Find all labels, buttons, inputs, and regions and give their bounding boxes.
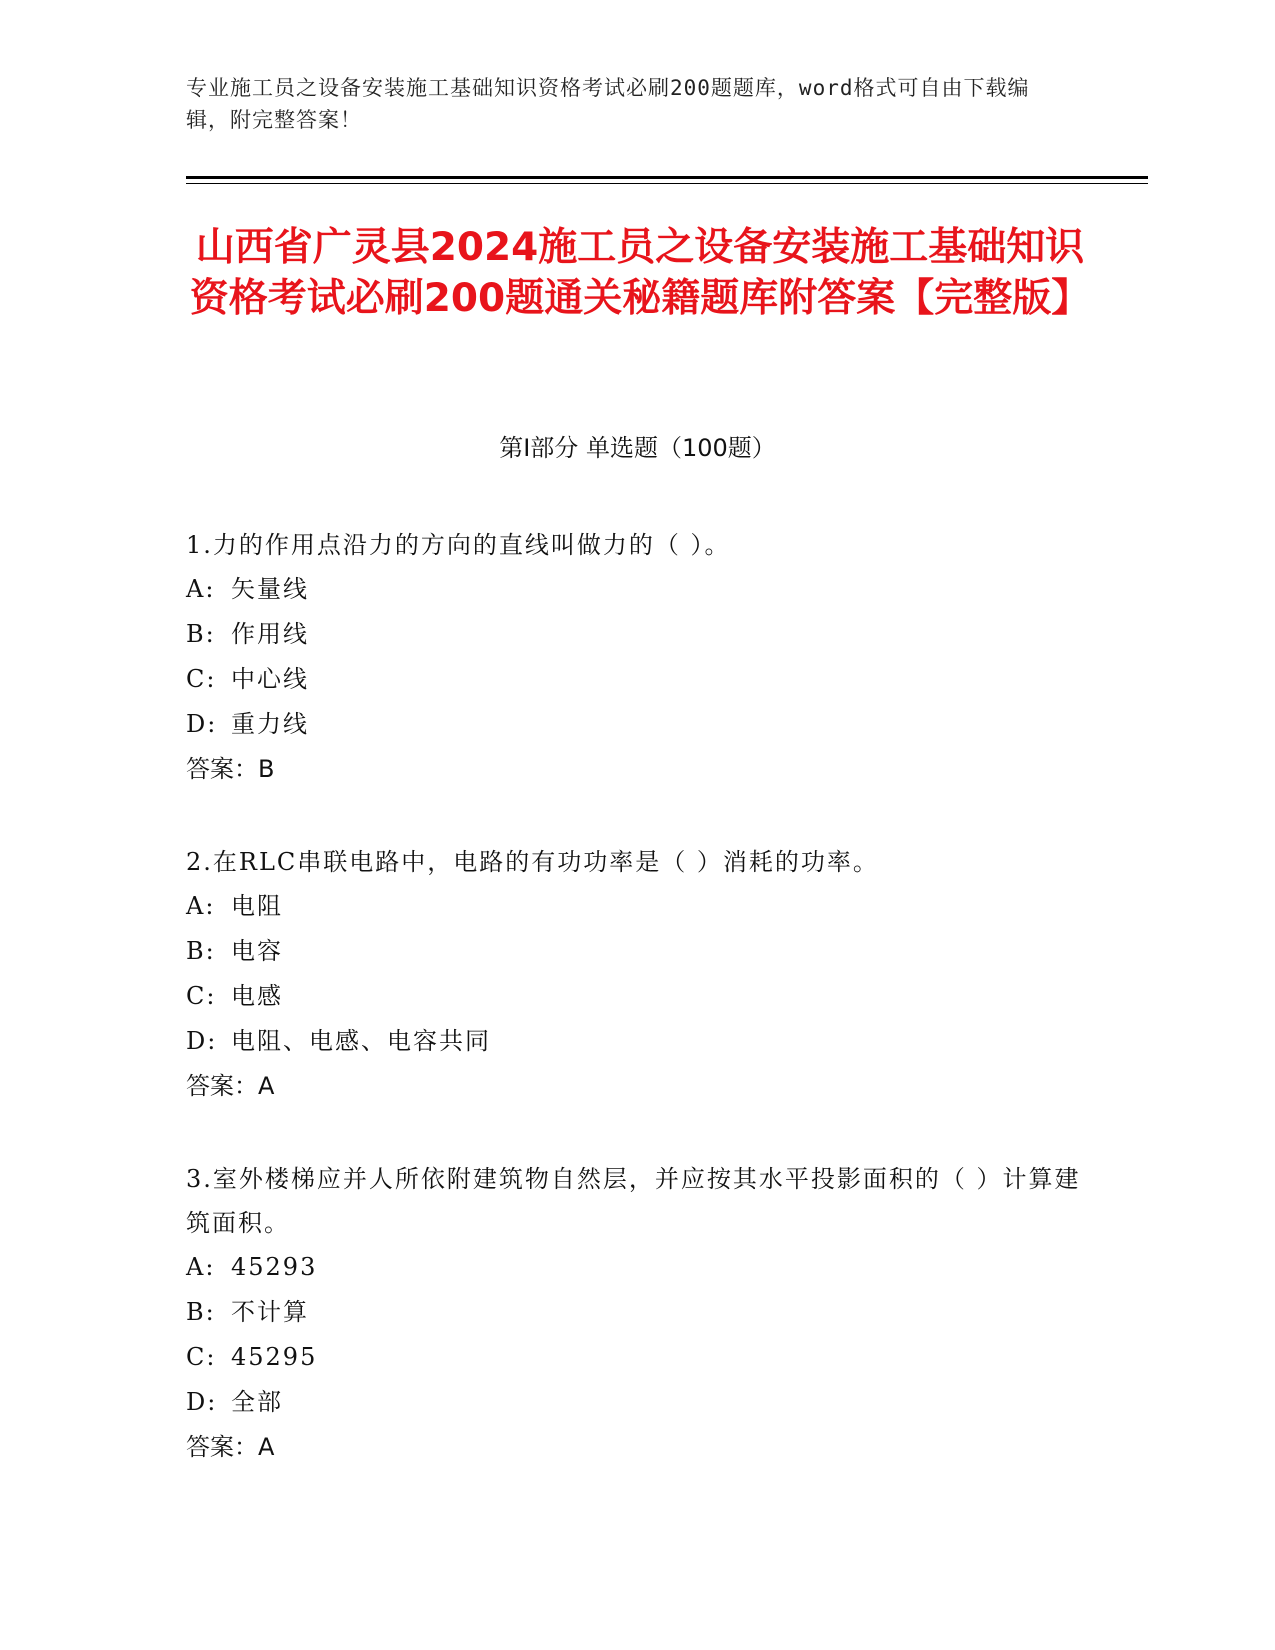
option-d <box>186 1380 1086 1425</box>
option-text: 矢量线 <box>231 575 309 603</box>
option-text: 不计算 <box>231 1298 309 1326</box>
option-key: D: <box>186 710 218 738</box>
question-stem: 2.在RLC串联电路中，电路的有功功率是（ ）消耗的功率。 <box>186 848 879 876</box>
option-text: 45293 <box>231 1253 318 1281</box>
option-text: 电阻 <box>231 892 283 920</box>
option-text: 电阻、电感、电容共同 <box>231 1027 491 1055</box>
header-divider-thin <box>186 183 1148 184</box>
option-text: 45295 <box>231 1343 318 1371</box>
option-key: A: <box>186 1253 216 1281</box>
option-a <box>186 1245 1086 1290</box>
option-text: 电容 <box>231 937 283 965</box>
option-b <box>186 612 1086 657</box>
option-d <box>186 702 1086 747</box>
option-key: D: <box>186 1388 218 1416</box>
option-key: B: <box>186 620 216 648</box>
answer: 答案：A <box>186 1433 275 1461</box>
option-c <box>186 974 1086 1019</box>
option-key: C: <box>186 665 217 693</box>
header-note: 专业施工员之设备安装施工基础知识资格考试必刷200题题库，word格式可自由下载编辑，附完整答案！ <box>186 76 1030 132</box>
question-stem: 1.力的作用点沿力的方向的直线叫做力的（ ）。 <box>186 531 731 559</box>
question-2 <box>186 840 1086 1109</box>
option-b <box>186 929 1086 974</box>
option-d <box>186 1019 1086 1064</box>
option-text: 重力线 <box>231 710 309 738</box>
answer: 答案：A <box>186 1072 275 1100</box>
option-a <box>186 567 1086 612</box>
question-1 <box>186 523 1086 792</box>
answer: 答案：B <box>186 755 275 783</box>
option-text: 电感 <box>231 982 283 1010</box>
option-key: B: <box>186 937 216 965</box>
option-c <box>186 1335 1086 1380</box>
option-key: C: <box>186 982 217 1010</box>
header-divider-thick <box>186 176 1148 179</box>
option-key: D: <box>186 1027 218 1055</box>
option-key: B: <box>186 1298 216 1326</box>
option-key: C: <box>186 1343 217 1371</box>
option-text: 中心线 <box>231 665 309 693</box>
option-c <box>186 657 1086 702</box>
document-title: 山西省广灵县2024施工员之设备安装施工基础知识资格考试必刷200题通关秘籍题库附答案【完整版】 <box>189 225 1091 321</box>
option-text: 作用线 <box>231 620 309 648</box>
option-a <box>186 884 1086 929</box>
question-stem: 3.室外楼梯应并人所依附建筑物自然层，并应按其水平投影面积的（ ）计算建筑面积。 <box>186 1165 1081 1237</box>
option-key: A: <box>186 892 216 920</box>
option-key: A: <box>186 575 216 603</box>
section-heading: 第Ⅰ部分 单选题（100题） <box>499 434 776 462</box>
option-text: 全部 <box>231 1388 283 1416</box>
question-3 <box>186 1157 1086 1470</box>
option-b <box>186 1290 1086 1335</box>
